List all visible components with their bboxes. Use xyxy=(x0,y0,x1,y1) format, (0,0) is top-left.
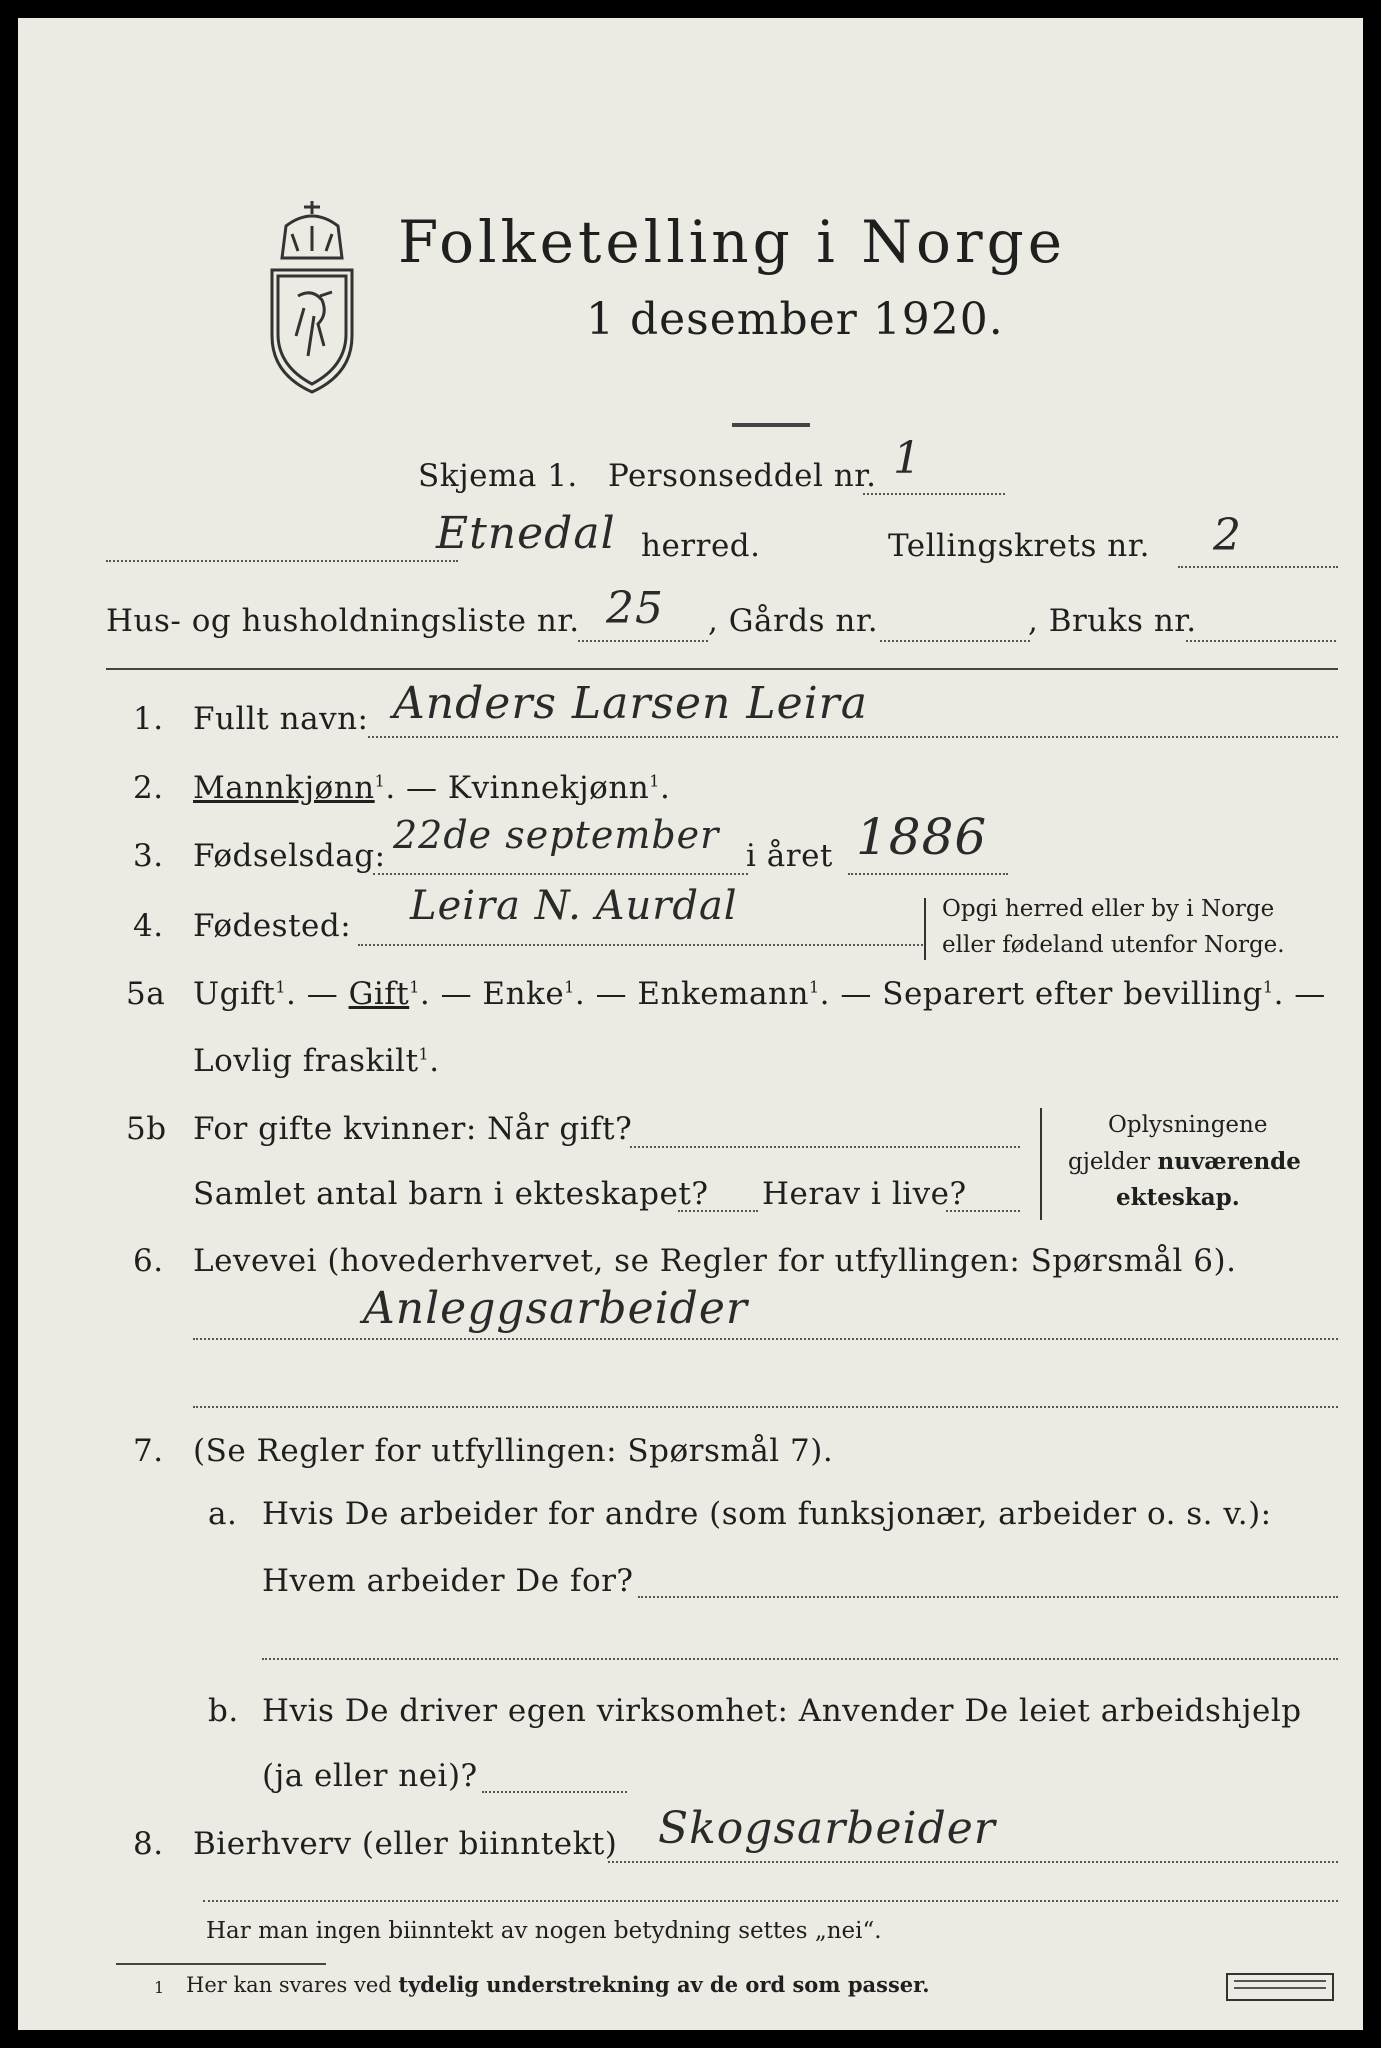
q2-female: Kvinnekjønn xyxy=(447,770,650,806)
brace xyxy=(1040,1108,1045,1220)
q4-note-1: Opgi herred eller by i Norge xyxy=(942,896,1275,922)
q3-year-label: i året xyxy=(746,838,833,874)
q5a-line-2 xyxy=(193,1043,440,1079)
q3-birthday-value: 22de september xyxy=(393,813,720,857)
footnote-number: 1 xyxy=(154,1978,165,1997)
q5a-enke: . — Enke xyxy=(419,976,565,1012)
dotted-line xyxy=(358,944,923,946)
q5a-separert: . — Separert efter bevilling xyxy=(819,976,1263,1012)
bruks-label: , Bruks nr. xyxy=(1028,603,1197,639)
q2-number: 2. xyxy=(133,770,164,806)
form-title: Folketelling i Norge xyxy=(398,208,1067,276)
personseddel-value: 1 xyxy=(893,433,922,484)
q7a-question: Hvem arbeider De for? xyxy=(262,1563,634,1599)
herred-label: herred. xyxy=(641,528,761,564)
footnote-text-a: Her kan svares ved xyxy=(186,1973,399,1997)
q4-label: Fødested: xyxy=(193,908,352,944)
dotted-line xyxy=(106,560,458,562)
personseddel-label: Personseddel nr. xyxy=(608,458,877,494)
separator: . — xyxy=(286,976,349,1012)
q5b-note-1: Oplysningene xyxy=(1108,1112,1268,1138)
q1-number: 1. xyxy=(133,701,164,737)
brace xyxy=(924,898,929,960)
dotted-line xyxy=(678,1210,758,1212)
dotted-line xyxy=(630,1146,1020,1148)
footer-note: Har man ingen biinntekt av nogen betydning settes „nei“. xyxy=(206,1918,882,1944)
dotted-line xyxy=(863,493,1005,495)
q2-male: Mannkjønn xyxy=(193,770,375,806)
q7b-question: (ja eller nei)? xyxy=(262,1758,478,1794)
dotted-line xyxy=(880,640,1030,642)
dotted-line xyxy=(203,1900,1338,1902)
form-date: 1 desember 1920. xyxy=(586,294,1004,345)
dotted-line xyxy=(193,1338,1338,1340)
q8-number: 8. xyxy=(133,1826,164,1862)
husholdningsliste-value: 25 xyxy=(606,583,664,634)
q8-label: Bierhverv (eller biinntekt) xyxy=(193,1826,618,1862)
q5b-note-2b: nuværende xyxy=(1157,1148,1301,1175)
dotted-line xyxy=(578,640,708,642)
q5a-fraskilt: Lovlig fraskilt xyxy=(193,1043,419,1079)
q7b-text: Hvis De driver egen virksomhet: Anvender De leiet arbeidshjelp xyxy=(262,1693,1302,1729)
q5a-gift: Gift xyxy=(348,976,410,1012)
dotted-line xyxy=(1186,640,1336,642)
herred-value: Etnedal xyxy=(436,508,616,559)
dotted-line xyxy=(373,873,748,875)
q7-label: (Se Regler for utfyllingen: Spørsmål 7). xyxy=(193,1433,834,1469)
dotted-line xyxy=(262,1658,1338,1660)
dotted-line xyxy=(608,1861,1338,1863)
q4-number: 4. xyxy=(133,908,164,944)
q4-birthplace-value: Leira N. Aurdal xyxy=(410,883,738,929)
gards-label: , Gårds nr. xyxy=(708,603,879,639)
q5a-enkemann: . — Enkemann xyxy=(574,976,809,1012)
footnote-text xyxy=(186,1972,930,1997)
tellingskrets-value: 2 xyxy=(1213,510,1242,561)
q7a-letter: a. xyxy=(208,1496,238,1532)
dotted-line xyxy=(193,1406,1338,1408)
tellingskrets-label: Tellingskrets nr. xyxy=(888,528,1150,564)
printer-stamp-icon xyxy=(1226,1973,1334,2001)
q5b-note-3: ekteskap. xyxy=(1116,1184,1240,1211)
q5b-number: 5b xyxy=(126,1111,167,1147)
footnote-divider xyxy=(116,1963,326,1965)
q5a-ugift: Ugift xyxy=(193,976,276,1012)
dotted-line xyxy=(848,873,1008,875)
skjema-label: Skjema 1. xyxy=(418,458,578,494)
census-form xyxy=(18,18,1363,2030)
q7-number: 7. xyxy=(133,1433,164,1469)
separator: . — xyxy=(385,770,448,806)
q5a-marital-status xyxy=(193,976,1326,1012)
dotted-line xyxy=(638,1596,1338,1598)
q4-note-2: eller fødeland utenfor Norge. xyxy=(942,932,1285,958)
footnote-marker: 1 xyxy=(649,771,660,791)
q7a-text: Hvis De arbeider for andre (som funksjonær, arbeider o. s. v.): xyxy=(262,1496,1272,1532)
footnote-marker: 1 xyxy=(564,977,575,997)
footnote-marker: 1 xyxy=(418,1044,430,1064)
q5b-herav: Herav i live? xyxy=(762,1176,967,1212)
q5b-line-1: For gifte kvinner: Når gift? xyxy=(193,1111,633,1147)
footnote-marker: 1 xyxy=(808,977,820,997)
q6-occupation-value: Anleggsarbeider xyxy=(363,1283,748,1334)
footnote-marker: 1 xyxy=(374,771,386,791)
q5b-line-2: Samlet antal barn i ekteskapet? xyxy=(193,1176,709,1212)
separator: . xyxy=(429,1043,440,1079)
q5a-number: 5a xyxy=(126,976,166,1012)
q3-year-value: 1886 xyxy=(856,808,988,866)
q3-number: 3. xyxy=(133,838,164,874)
q5b-note-2 xyxy=(1068,1148,1301,1175)
divider xyxy=(732,423,810,427)
footnote-marker: 1 xyxy=(409,977,420,997)
footnote-text-b: tydelig understrekning av de ord som passer. xyxy=(398,1972,930,1997)
separator: . xyxy=(659,770,671,806)
q7b-letter: b. xyxy=(208,1693,239,1729)
q1-label: Fullt navn: xyxy=(193,701,369,737)
dotted-line xyxy=(1178,566,1338,568)
dotted-line xyxy=(946,1210,1020,1212)
q8-side-occupation-value: Skogsarbeider xyxy=(658,1803,996,1854)
separator: . — xyxy=(1273,976,1326,1012)
dotted-line xyxy=(482,1791,627,1793)
q5b-note-2a: gjelder xyxy=(1068,1149,1158,1175)
norway-coat-of-arms-icon xyxy=(258,196,366,396)
section-divider xyxy=(106,668,1338,670)
q1-full-name-value: Anders Larsen Leira xyxy=(393,678,868,729)
q2-sex xyxy=(193,770,670,806)
footnote-marker: 1 xyxy=(1262,977,1274,997)
husholdningsliste-label: Hus- og husholdningsliste nr. xyxy=(106,603,580,639)
footnote-marker: 1 xyxy=(275,977,287,997)
dotted-line xyxy=(368,736,1338,738)
q3-label: Fødselsdag: xyxy=(193,838,386,874)
q6-label: Levevei (hovederhvervet, se Regler for utfyllingen: Spørsmål 6). xyxy=(193,1243,1237,1279)
q6-number: 6. xyxy=(133,1243,164,1279)
